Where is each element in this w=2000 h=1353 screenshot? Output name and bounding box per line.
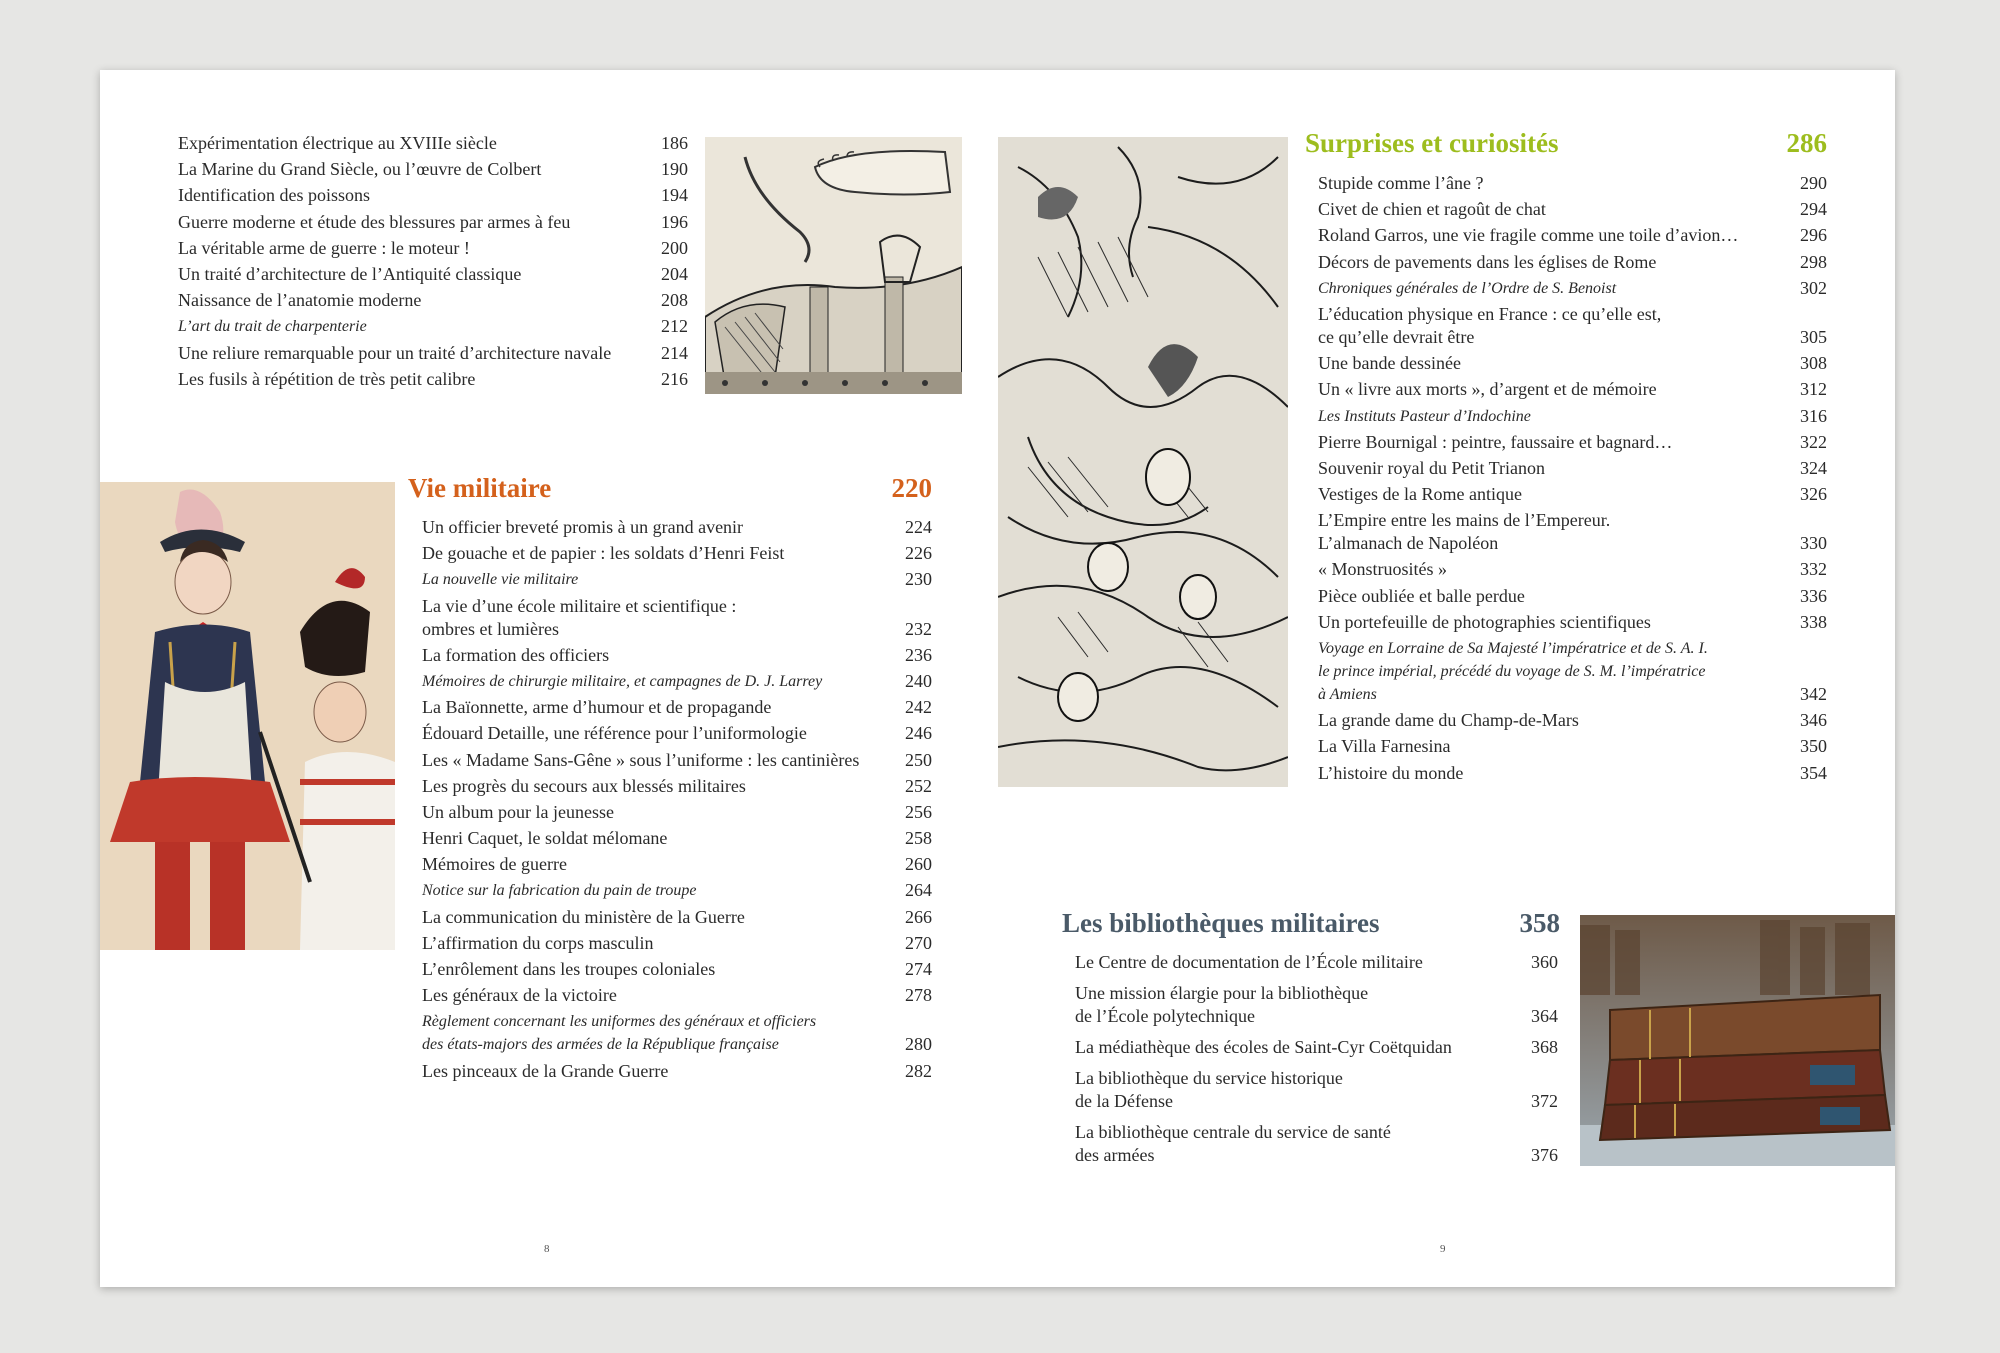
toc-entry-title [422, 879, 896, 902]
toc-entry-title [1318, 198, 1791, 221]
toc-entry-page: 298 [1800, 251, 1827, 272]
toc-entry-title [1318, 585, 1791, 608]
toc-entry-page: 194 [661, 185, 688, 206]
toc-entry-title-line: Un officier breveté promis à un grand avenir [422, 517, 744, 537]
toc-entry-title-line: Expérimentation électrique au XVIIIe siècle [178, 133, 497, 153]
toc-entry-page: 316 [1800, 405, 1827, 426]
toc-entry-title-line: Une mission élargie pour la bibliothèque [1075, 983, 1369, 1003]
toc-entry [1318, 709, 1827, 732]
toc-entry-title [1318, 611, 1791, 634]
toc-entry-page: 232 [905, 618, 932, 639]
toc-entry [422, 958, 932, 981]
toc-entry-title-line: Décors de pavements dans les églises de Rome [1318, 251, 1657, 272]
toc-entry-title [1318, 431, 1791, 454]
old-books-photo-image [1580, 915, 1895, 1166]
toc-entry-page: 236 [905, 644, 932, 665]
toc-entry-title [1318, 483, 1791, 506]
toc-entry-title-line: Un portefeuille de photographies scientifiques [1318, 611, 1651, 632]
toc-entry-title [1318, 762, 1791, 785]
toc-entry [1318, 378, 1827, 401]
toc-entry-title-line: La médiathèque des écoles de Saint-Cyr Coëtquidan [1075, 1037, 1452, 1057]
toc-entry-page: 326 [1800, 484, 1827, 505]
toc-entry-page: 240 [905, 670, 932, 691]
toc-entry [422, 670, 932, 693]
toc-entry-page: 302 [1800, 277, 1827, 298]
toc-entry-title [422, 670, 896, 693]
toc-entry-page: 252 [905, 775, 932, 796]
toc-entry-title [1075, 1121, 1522, 1167]
woodcut-inferno-image [998, 137, 1288, 787]
toc-entry [1318, 735, 1827, 758]
toc-entry [1318, 762, 1827, 785]
toc-entry [1075, 951, 1558, 974]
toc-entry-title-line: La nouvelle vie militaire [422, 571, 579, 589]
toc-entry-page: 296 [1800, 225, 1827, 246]
toc-entry-title-line: le prince impérial, précédé du voyage de S. M. l’impératrice [1318, 663, 1706, 680]
toc-entry-title [1318, 251, 1791, 274]
toc-entry-page: 336 [1800, 585, 1827, 606]
toc-entry [422, 853, 932, 876]
toc-entry-page: 330 [1800, 533, 1827, 554]
toc-entry-title-line: Stupide comme l’âne ? [1318, 173, 1484, 193]
toc-entry-page: 364 [1531, 1006, 1558, 1026]
toc-entry-page: 278 [905, 985, 932, 1006]
toc-entry-title-line: De gouache et de papier : les soldats d’Henri Feist [422, 543, 785, 564]
toc-entry-title-line: La vie d’une école militaire et scientifique : [422, 595, 737, 616]
toc-entry-title-line: Notice sur la fabrication du pain de troupe [422, 882, 697, 900]
toc-entry-title-line: ce qu’elle devrait être [1318, 326, 1475, 347]
toc-entry-title [422, 958, 896, 981]
toc-entry-title-line: Pierre Bournigal : peintre, faussaire et bagnard… [1318, 431, 1673, 452]
toc-entry-page: 305 [1800, 326, 1827, 347]
toc-entry-page: 274 [905, 959, 932, 979]
toc-entry-title-line: Mémoires de chirurgie militaire, et campagnes de D. J. Larrey [422, 672, 823, 690]
toc-entry-page: 200 [661, 237, 688, 258]
toc-entry-page: 280 [905, 1034, 932, 1055]
toc-entry-title [1318, 637, 1791, 706]
toc-entry [1075, 1036, 1558, 1059]
toc-entry [422, 879, 932, 902]
toc-entry-title [1318, 509, 1791, 555]
toc-entry-page: 258 [905, 828, 932, 849]
toc-entry-title [1318, 709, 1791, 732]
toc-entry-title-line: Édouard Detaille, une référence pour l’uniformologie [422, 723, 807, 744]
toc-entry-title [178, 184, 652, 207]
toc-entry [422, 644, 932, 667]
toc-entry-title-line: Mémoires de guerre [422, 854, 567, 875]
toc-entry [178, 184, 688, 207]
toc-entry [422, 696, 932, 719]
toc-entry-title-line: Une reliure remarquable pour un traité d’architecture navale [178, 342, 612, 363]
toc-entry-title [422, 906, 896, 929]
toc-entry [422, 595, 932, 641]
toc-entry-page: 290 [1800, 173, 1827, 193]
toc-entry-title [178, 289, 652, 312]
toc-entry-page: 322 [1800, 431, 1827, 452]
cantiniere-lithograph-image [100, 482, 395, 950]
toc-entry [422, 984, 932, 1007]
engraving-foot-image [705, 137, 962, 394]
toc-entry-page: 360 [1531, 952, 1558, 972]
section-heading-bibliotheques [1062, 908, 1560, 939]
toc-entry-title [1318, 735, 1791, 758]
toc-entry [1318, 352, 1827, 375]
toc-entry [422, 722, 932, 745]
toc-entry [422, 827, 932, 850]
toc-entry-page: 350 [1800, 736, 1827, 757]
toc-entry-title [1075, 982, 1522, 1028]
toc-list-top [178, 132, 688, 394]
toc-entry-title [1318, 303, 1791, 349]
toc-entry [1318, 637, 1827, 706]
toc-entry-title [422, 595, 896, 641]
toc-entry-page: 266 [905, 906, 932, 927]
toc-entry-page: 242 [905, 697, 932, 718]
toc-list-bibliotheques [1075, 951, 1558, 1175]
toc-entry-title-line: La bibliothèque centrale du service de santé [1075, 1122, 1391, 1142]
toc-entry-title [422, 932, 896, 955]
toc-entry-title [422, 1060, 896, 1083]
toc-entry-title-line: Les « Madame Sans-Gêne » sous l’uniforme : les cantinières [422, 749, 860, 770]
toc-entry-title-line: Civet de chien et ragoût de chat [1318, 199, 1546, 220]
toc-entry-page: 264 [905, 880, 932, 901]
toc-entry-page: 338 [1800, 611, 1827, 632]
toc-entry-page: 372 [1531, 1091, 1558, 1111]
toc-entry-title-line: L’Empire entre les mains de l’Empereur. [1318, 510, 1611, 531]
toc-entry [422, 542, 932, 565]
toc-entry-title-line: Le Centre de documentation de l’École militaire [1075, 952, 1423, 972]
toc-entry [1318, 483, 1827, 506]
toc-entry-page: 260 [905, 854, 932, 875]
toc-entry-title [422, 542, 896, 565]
toc-entry-page: 342 [1800, 684, 1827, 704]
toc-entry [1318, 431, 1827, 454]
toc-entry-title [422, 801, 896, 824]
toc-entry [178, 368, 688, 391]
toc-entry [178, 132, 688, 155]
page-number-left: 8 [544, 1243, 550, 1255]
toc-entry [422, 932, 932, 955]
toc-entry-title [1318, 352, 1791, 375]
toc-entry-title-line: Chroniques générales de l’Ordre de S. Benoist [1318, 279, 1617, 297]
toc-entry-title [178, 211, 652, 234]
toc-entry-page: 246 [905, 723, 932, 744]
toc-entry-page: 196 [661, 211, 688, 232]
toc-entry-title [422, 1010, 896, 1056]
toc-entry-title-line: Règlement concernant les uniformes des généraux et officiers [422, 1013, 817, 1031]
toc-entry-title-line: L’affirmation du corps masculin [422, 932, 654, 953]
section-page: 220 [891, 473, 932, 503]
toc-entry [178, 315, 688, 338]
toc-entry-title [178, 263, 652, 286]
toc-entry [1075, 1121, 1558, 1167]
toc-entry-title-line: Les généraux de la victoire [422, 985, 617, 1006]
toc-entry-title-line: La Baïonnette, arme d’humour et de propagande [422, 697, 772, 718]
toc-entry-title [1318, 457, 1791, 480]
toc-entry-page: 230 [905, 569, 932, 590]
toc-entry-title [178, 158, 652, 181]
toc-entry-title [178, 132, 652, 155]
toc-entry [1318, 251, 1827, 274]
toc-entry-page: 214 [661, 342, 688, 363]
toc-entry-page: 226 [905, 543, 932, 564]
toc-entry-title [1318, 378, 1791, 401]
section-page: 286 [1786, 128, 1827, 158]
toc-entry [1318, 172, 1827, 195]
toc-entry-page: 270 [905, 932, 932, 953]
toc-entry-title-line: Les pinceaux de la Grande Guerre [422, 1060, 669, 1081]
toc-entry-page: 294 [1800, 199, 1827, 220]
toc-entry-title-line: des états-majors des armées de la République française [422, 1036, 779, 1054]
toc-entry-title-line: Identification des poissons [178, 185, 370, 206]
toc-entry [422, 775, 932, 798]
toc-entry-title [178, 315, 652, 338]
toc-entry-title [422, 749, 896, 772]
toc-entry-page: 376 [1531, 1145, 1558, 1165]
toc-entry-title-line: La Marine du Grand Siècle, ou l’œuvre de Colbert [178, 159, 542, 180]
toc-entry-title [178, 342, 652, 365]
toc-entry-title [178, 237, 652, 260]
toc-entry-title [1318, 224, 1791, 247]
toc-entry-title [422, 644, 896, 667]
toc-entry-title-line: La bibliothèque du service historique [1075, 1068, 1343, 1088]
toc-entry-title [422, 568, 896, 591]
toc-entry-title-line: Voyage en Lorraine de Sa Majesté l’impératrice et de S. A. I. [1318, 640, 1708, 657]
section-heading-vie-militaire [408, 473, 932, 504]
toc-entry-page: 256 [905, 801, 932, 822]
toc-entry-title-line: Une bande dessinée [1318, 353, 1461, 374]
toc-entry-page: 368 [1531, 1037, 1558, 1057]
toc-entry [178, 263, 688, 286]
toc-entry-title [1318, 405, 1791, 428]
toc-entry-title [1318, 558, 1791, 581]
toc-entry-page: 324 [1800, 457, 1827, 478]
toc-list-surprises [1318, 172, 1827, 788]
toc-entry-title-line: Pièce oubliée et balle perdue [1318, 585, 1525, 606]
toc-entry [1318, 198, 1827, 221]
toc-entry-title [422, 853, 896, 876]
toc-entry-title [422, 984, 896, 1007]
toc-entry [422, 516, 932, 539]
toc-entry-title-line: L’enrôlement dans les troupes coloniales [422, 959, 716, 979]
toc-entry [1075, 982, 1558, 1028]
toc-entry-page: 250 [905, 749, 932, 770]
page-number-right: 9 [1440, 1243, 1446, 1255]
toc-entry-title [422, 722, 896, 745]
toc-entry-title-line: Naissance de l’anatomie moderne [178, 290, 422, 311]
toc-entry-title-line: Un album pour la jeunesse [422, 801, 614, 822]
toc-entry-title [422, 827, 896, 850]
toc-entry-page: 332 [1800, 559, 1827, 580]
toc-entry-page: 216 [661, 368, 688, 389]
section-page: 358 [1519, 908, 1560, 938]
toc-entry-title-line: de l’École polytechnique [1075, 1006, 1255, 1026]
toc-entry [1318, 509, 1827, 555]
toc-entry [422, 801, 932, 824]
toc-entry-title-line: des armées [1075, 1145, 1155, 1165]
toc-entry-title [1075, 1067, 1522, 1113]
toc-entry [178, 289, 688, 312]
section-title: Les bibliothèques militaires [1062, 908, 1380, 938]
toc-entry-page: 346 [1800, 710, 1827, 731]
toc-entry-title-line: La Villa Farnesina [1318, 736, 1451, 757]
toc-entry-page: 190 [661, 159, 688, 180]
toc-entry [178, 342, 688, 365]
section-title: Vie militaire [408, 473, 552, 503]
toc-list-vie-militaire [422, 516, 932, 1086]
toc-entry-title-line: La formation des officiers [422, 644, 610, 665]
toc-entry-page: 312 [1800, 379, 1827, 400]
toc-entry [422, 1060, 932, 1083]
toc-entry-title-line: ombres et lumières [422, 618, 559, 639]
toc-entry [1318, 277, 1827, 300]
toc-entry [1318, 457, 1827, 480]
toc-entry-title [1318, 172, 1791, 195]
toc-entry-page: 204 [661, 263, 688, 284]
section-heading-surprises [1305, 128, 1827, 159]
book-spread [100, 70, 1895, 1287]
toc-entry-title [422, 775, 896, 798]
toc-entry [422, 906, 932, 929]
toc-entry [178, 211, 688, 234]
toc-entry-title [1075, 951, 1522, 974]
toc-entry-page: 282 [905, 1060, 932, 1081]
toc-entry-page: 212 [661, 316, 688, 337]
toc-entry-title-line: Guerre moderne et étude des blessures par armes à feu [178, 211, 571, 232]
toc-entry [1318, 405, 1827, 428]
toc-entry [1318, 303, 1827, 349]
toc-entry-page: 186 [661, 133, 688, 153]
toc-entry [178, 158, 688, 181]
toc-entry-title-line: L’histoire du monde [1318, 762, 1464, 783]
toc-entry-title-line: « Monstruosités » [1318, 559, 1448, 580]
toc-entry [422, 1010, 932, 1056]
toc-entry-title-line: La grande dame du Champ-de-Mars [1318, 710, 1579, 731]
section-title: Surprises et curiosités [1305, 128, 1559, 158]
toc-entry [422, 568, 932, 591]
toc-entry-title-line: La communication du ministère de la Guerre [422, 906, 745, 927]
toc-entry [178, 237, 688, 260]
toc-entry-page: 224 [905, 517, 932, 537]
toc-entry [1318, 558, 1827, 581]
toc-entry-title-line: Vestiges de la Rome antique [1318, 484, 1522, 505]
toc-entry-title-line: L’art du trait de charpenterie [178, 318, 367, 336]
toc-entry [1318, 224, 1827, 247]
toc-entry-title [1075, 1036, 1522, 1059]
toc-entry-title-line: L’éducation physique en France : ce qu’elle est, [1318, 303, 1662, 324]
toc-entry-title-line: Un « livre aux morts », d’argent et de mémoire [1318, 379, 1657, 400]
toc-entry-title-line: Les Instituts Pasteur d’Indochine [1318, 407, 1531, 425]
toc-entry [1318, 611, 1827, 634]
toc-entry-page: 308 [1800, 353, 1827, 374]
toc-entry-title-line: Roland Garros, une vie fragile comme une toile d’avion… [1318, 225, 1739, 246]
toc-entry-title-line: Souvenir royal du Petit Trianon [1318, 457, 1546, 478]
toc-entry [1075, 1067, 1558, 1113]
toc-entry-title-line: de la Défense [1075, 1091, 1173, 1111]
toc-entry-title-line: L’almanach de Napoléon [1318, 533, 1499, 554]
toc-entry-title-line: à Amiens [1318, 686, 1377, 703]
toc-entry-title-line: Les fusils à répétition de très petit calibre [178, 368, 476, 389]
toc-entry-page: 208 [661, 290, 688, 311]
toc-entry [1318, 585, 1827, 608]
toc-entry-title [422, 516, 896, 539]
toc-entry-title-line: Les progrès du secours aux blessés militaires [422, 775, 746, 796]
toc-entry [422, 749, 932, 772]
toc-entry-title-line: Henri Caquet, le soldat mélomane [422, 828, 668, 849]
toc-entry-page: 354 [1800, 762, 1827, 783]
toc-entry-title-line: Un traité d’architecture de l’Antiquité classique [178, 263, 522, 284]
toc-entry-title [178, 368, 652, 391]
toc-entry-title-line: La véritable arme de guerre : le moteur ! [178, 237, 470, 258]
toc-entry-title [422, 696, 896, 719]
toc-entry-title [1318, 277, 1791, 300]
